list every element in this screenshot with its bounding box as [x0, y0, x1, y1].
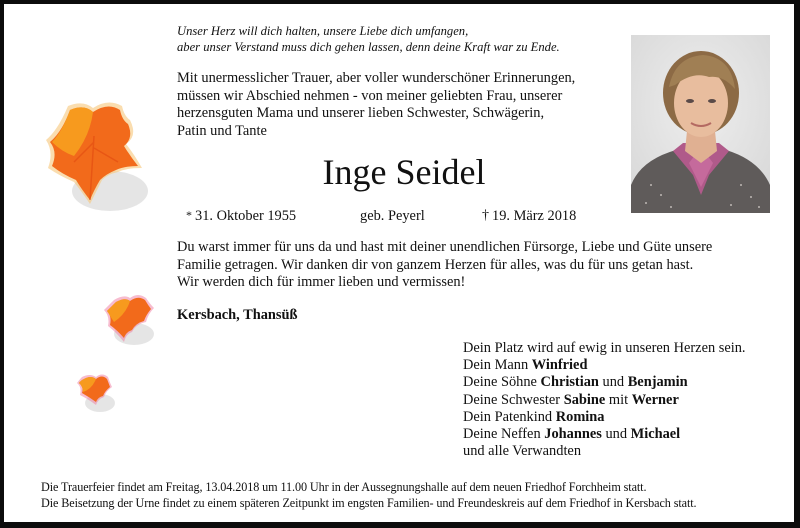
- family-list: [463, 340, 746, 460]
- maiden-name: geb. Peyerl: [360, 208, 425, 224]
- star-icon: *: [186, 208, 192, 222]
- family-sister: Deine Schwester Sabine mit Werner: [463, 391, 679, 408]
- tribute-text: [177, 239, 712, 292]
- cross-icon: †: [482, 208, 489, 223]
- intro-line: Patin und Tante: [177, 122, 267, 139]
- footer-line: Die Beisetzung der Urne findet zu einem späteren Zeitpunkt im engsten Familien- und Freundeskreis auf dem Friedhof in Kersbach statt.: [41, 495, 697, 510]
- birth-date: * 31. Oktober 1955: [186, 208, 297, 224]
- family-husband: Dein Mann Winfried: [463, 357, 588, 374]
- maple-leaf-icon: [100, 290, 160, 350]
- portrait-image: [631, 35, 770, 213]
- deceased-name: Inge Seidel: [322, 152, 486, 192]
- motto-line: Unser Herz will dich halten, unsere Liebe dich umfangen,: [177, 24, 469, 38]
- footer-line: Die Trauerfeier findet am Freitag, 13.04.2018 um 11.00 Uhr in der Aussegnungshalle auf dem neuen Friedhof Forchheim statt.: [41, 480, 647, 494]
- tribute-line: Du warst immer für uns da und hast mit deiner unendlichen Fürsorge, Liebe und Güte unsere: [177, 239, 713, 255]
- tribute-line: Wir werden dich für immer lieben und vermissen!: [177, 274, 466, 290]
- family-heading: Dein Platz wird auf ewig in unseren Herzen sein.: [463, 340, 746, 356]
- motto-line: aber unser Verstand muss dich gehen lassen, denn deine Kraft war zu Ende.: [177, 40, 560, 54]
- family-godchild: Dein Patenkind Romina: [463, 408, 605, 425]
- family-nephews: Deine Neffen Johannes und Michael: [463, 426, 681, 443]
- portrait-photo: [631, 35, 770, 213]
- motto-quote: [177, 23, 560, 55]
- intro-line: herzensguten Mama und unserer lieben Schwester, Schwägerin,: [177, 105, 545, 121]
- tribute-line: Familie getragen. Wir danken dir von ganzem Herzen für alles, was du für uns getan hast.: [177, 256, 694, 273]
- intro-text: [177, 70, 575, 140]
- family-relatives: und alle Verwandten: [463, 443, 582, 460]
- funeral-details: [41, 480, 696, 511]
- maple-leaf-icon: [38, 96, 158, 221]
- intro-line: Mit unermesslicher Trauer, aber voller wunderschöner Erinnerungen,: [177, 70, 576, 86]
- intro-line: müssen wir Abschied nehmen - von meiner geliebten Frau, unserer: [177, 87, 563, 104]
- death-date: † 19. März 2018: [482, 208, 577, 224]
- maple-leaf-icon: [72, 369, 120, 417]
- place-of-residence: Kersbach, Thansüß: [177, 307, 298, 323]
- family-sons: Deine Söhne Christian und Benjamin: [463, 374, 688, 391]
